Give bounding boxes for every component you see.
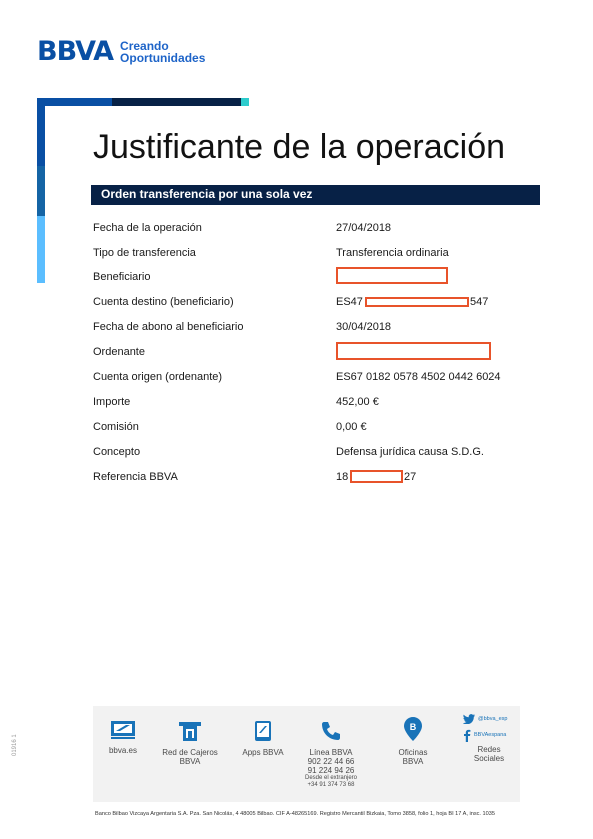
twitter-icon — [463, 714, 475, 724]
detail-row — [93, 346, 553, 362]
row-label: Ordenante — [93, 346, 145, 358]
bbva-logo — [37, 36, 205, 67]
decor-bar — [112, 98, 241, 106]
row-value: ES67 0182 0578 4502 0442 6024 — [336, 371, 501, 383]
decor-bar — [37, 106, 45, 166]
footer-atm-label2: BBVA — [179, 757, 201, 766]
row-value: 0,00 € — [336, 421, 367, 433]
row-value-prefix: ES47 — [336, 296, 363, 308]
row-label: Tipo de transferencia — [93, 247, 196, 259]
footer-phone-abroad: +34 91 374 73 68 — [307, 782, 355, 788]
row-label: Concepto — [93, 446, 141, 458]
legal-footer-text: Banco Bilbao Vizcaya Argentaria S.A. Pza. San Nicolás, 4 48005 Bilbao. CIF A-48265169. Registro Mercantil Bizkaia, Tomo 3858, folio 1, hoja BI 17 A, insc. 1035 — [95, 811, 495, 817]
detail-row — [93, 446, 553, 462]
redaction-box — [350, 470, 403, 483]
footer-apps[interactable] — [235, 720, 291, 757]
detail-row — [93, 371, 553, 387]
footer-phone1: 902 22 44 66 — [307, 757, 355, 766]
decor-bar — [37, 98, 112, 106]
row-label: Beneficiario — [93, 271, 151, 283]
facebook-handle: BBVAespana — [474, 732, 507, 738]
row-value: 27/04/2018 — [336, 222, 392, 234]
tagline-line1: Creando — [120, 38, 169, 53]
row-label: Cuenta origen (ordenante) — [93, 371, 223, 383]
row-value: 30/04/2018 — [336, 321, 392, 333]
footer-web-label: bbva.es — [108, 746, 138, 755]
footer-contact-panel — [93, 706, 520, 802]
detail-row — [93, 471, 553, 487]
row-value-prefix: 18 — [336, 471, 349, 483]
detail-row — [93, 222, 553, 238]
footer-abroad-label: Desde el extranjero — [304, 775, 358, 781]
row-label: Fecha de la operación — [93, 222, 202, 234]
detail-row — [93, 296, 553, 312]
side-code: 01916 1 — [12, 734, 18, 756]
footer-offices-label1: Oficinas — [398, 748, 428, 757]
footer-phone-title: Línea BBVA — [309, 748, 353, 757]
row-value: 452,00 € — [336, 396, 379, 408]
twitter-handle: @bbva_esp — [478, 715, 508, 722]
row-label: Referencia BBVA — [93, 471, 178, 483]
footer-offices[interactable] — [385, 716, 441, 766]
footer-phone2: 91 224 94 26 — [307, 766, 355, 775]
facebook-icon — [463, 729, 471, 742]
redaction-box — [365, 297, 469, 307]
footer-atm[interactable] — [155, 720, 225, 766]
logo-tagline — [120, 40, 205, 64]
page-title: Justificante de la operación — [93, 128, 506, 166]
footer-web[interactable] — [99, 720, 147, 755]
logo-mark: BBVA — [37, 36, 114, 67]
footer-phone[interactable] — [299, 720, 363, 789]
footer-offices-label2: BBVA — [402, 757, 424, 766]
row-label: Comisión — [93, 421, 139, 433]
monitor-icon — [110, 720, 136, 740]
row-value-suffix: 547 — [470, 296, 489, 308]
tagline-line2: Oportunidades — [120, 50, 206, 65]
twitter-link[interactable] — [463, 714, 515, 724]
footer-social — [463, 714, 515, 763]
tablet-icon — [254, 720, 272, 742]
row-label: Importe — [93, 396, 131, 408]
row-value: Transferencia ordinaria — [336, 247, 449, 259]
row-value-suffix: 27 — [404, 471, 417, 483]
row-label: Fecha de abono al beneficiario — [93, 321, 244, 333]
atm-icon — [179, 720, 201, 742]
location-pin-icon — [403, 716, 423, 742]
detail-row — [93, 421, 553, 437]
redaction-box — [336, 342, 491, 360]
phone-icon — [320, 720, 342, 742]
detail-row — [93, 396, 553, 412]
redaction-box — [336, 267, 448, 284]
svg-text:B: B — [409, 722, 417, 732]
footer-apps-label: Apps BBVA — [242, 748, 284, 757]
facebook-link[interactable] — [463, 729, 515, 742]
section-title: Orden transferencia por una sola vez — [101, 187, 313, 201]
detail-row — [93, 247, 553, 263]
decor-bar — [37, 166, 45, 216]
footer-social-label2: Sociales — [473, 754, 505, 763]
detail-row — [93, 321, 553, 337]
detail-row — [93, 271, 553, 287]
row-label: Cuenta destino (beneficiario) — [93, 296, 234, 308]
decor-bar — [37, 216, 45, 283]
row-value: Defensa jurídica causa S.D.G. — [336, 446, 484, 458]
footer-atm-label1: Red de Cajeros — [162, 748, 218, 757]
footer-social-label1: Redes — [477, 745, 501, 754]
decor-bar — [241, 98, 249, 106]
